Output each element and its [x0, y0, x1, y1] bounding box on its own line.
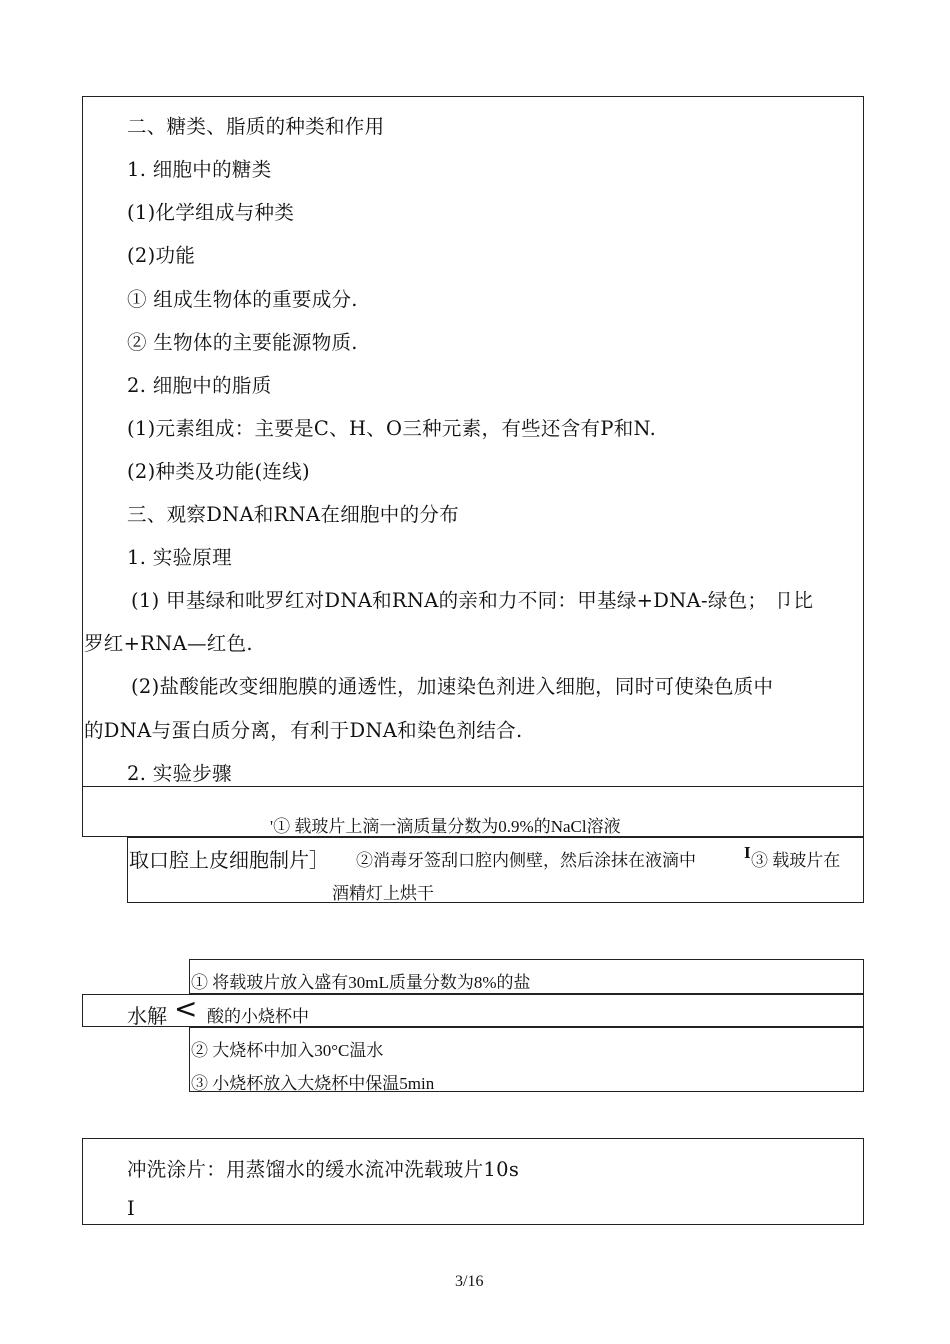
function-point-1: ① 组成生物体的重要成分. [127, 288, 358, 311]
sample-bar: I [744, 843, 751, 862]
subheading-steps: 2. 实验步骤 [127, 762, 232, 785]
hydrolysis-bracket: < [174, 992, 198, 1025]
item-types-functions: (2)种类及功能(连线) [127, 460, 310, 483]
item-function: (2)功能 [127, 244, 196, 267]
heading-dna-rna: 三、观察DNA和RNA在细胞中的分布 [127, 503, 460, 526]
principle-2-line1: (2)盐酸能改变细胞膜的通透性，加速染色剂进入细胞，同时可使染色质中 [131, 675, 774, 698]
hydrolysis-step-1b: 酸的小烧杯中 [207, 1007, 309, 1026]
sample-step-3a: ③ 载玻片在 [751, 851, 841, 870]
heading-carbs-lipids: 二、糖类、脂质的种类和作用 [127, 115, 385, 138]
rinse-mark: I [127, 1197, 136, 1220]
hydrolysis-row2-box [82, 994, 864, 1027]
sample-step-1: '① 载玻片上滴一滴质量分数为0.9%的NaCl溶液 [270, 817, 621, 836]
divider [82, 786, 864, 787]
principle-2-line2: 的DNA与蛋白质分离，有利于DNA和染色剂结合. [84, 719, 523, 742]
hydrolysis-label: 水解 [127, 1004, 167, 1028]
sample-step-3b: 酒精灯上烘干 [332, 884, 434, 903]
hydrolysis-step-1a: ① 将载玻片放入盛有30mL质量分数为8%的盐 [191, 973, 531, 992]
hydrolysis-step-2: ② 大烧杯中加入30°C温水 [191, 1041, 384, 1060]
rinse-text: 冲洗涂片：用蒸馏水的缓水流冲洗载玻片10s [127, 1158, 520, 1181]
subheading-principle: 1. 实验原理 [127, 546, 232, 569]
item-composition: (1)化学组成与种类 [127, 201, 295, 224]
page-number: 3/16 [455, 1273, 484, 1290]
sample-prep-label: 取口腔上皮细胞制片］ [129, 848, 329, 872]
function-point-2: ② 生物体的主要能源物质. [127, 331, 358, 354]
principle-1-line1: (1) 甲基绿和吡罗红对DNA和RNA的亲和力不同：甲基绿+DNA-绿色； 卩比 [131, 589, 814, 612]
item-elements: (1)元素组成：主要是C、H、O三种元素，有些还含有P和N. [127, 417, 657, 440]
hydrolysis-step-3: ③ 小烧杯放入大烧杯中保温5min [191, 1074, 435, 1093]
subheading-cell-carbs: 1. 细胞中的糖类 [127, 158, 272, 181]
subheading-cell-lipids: 2. 细胞中的脂质 [127, 374, 272, 397]
sample-step-2: ②消毒牙签刮口腔内侧壁，然后涂抹在液滴中 [356, 851, 696, 870]
principle-1-line2: 罗红+RNA—红色. [84, 632, 253, 655]
